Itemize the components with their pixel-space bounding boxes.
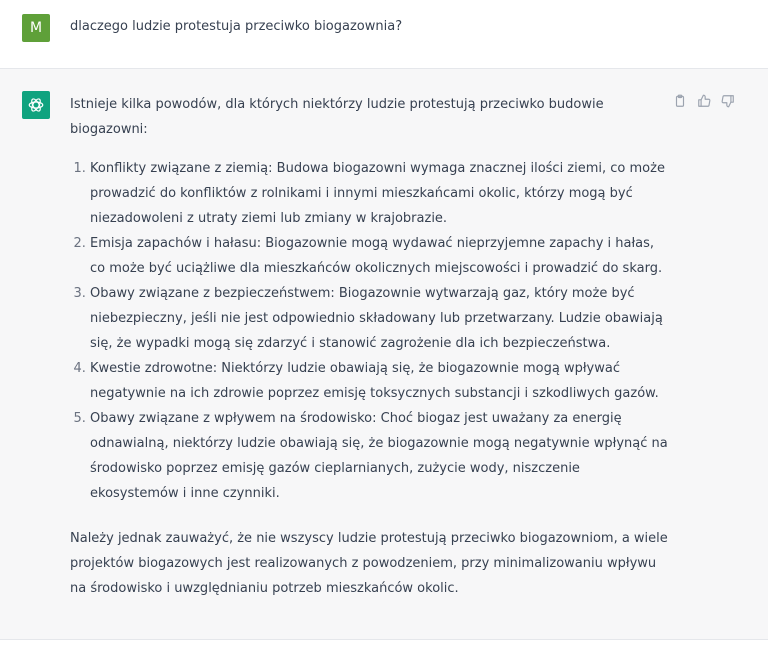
list-item: 1. Konflikty związane z ziemią: Budowa biogazowni wymaga znacznej ilości ziemi, co może prowadzić do konfliktów z rolnikami i innymi mieszkańcami okolic, którzy mogą być niezadowoleni z utraty ziemi lub zmiany w krajobrazie.	[90, 156, 670, 231]
user-avatar: M	[22, 14, 50, 42]
assistant-conclusion: Należy jednak zauważyć, że nie wszyscy ludzie protestują przeciwko biogazowniom, a wiele projektów biogazowych jest realizowanych z powodzeniem, przy minimalizowaniu wpływu na środowisko i uwzględnianiu potrzeb mieszkańców okolic.	[70, 531, 668, 596]
assistant-avatar	[22, 91, 50, 119]
list-item: 2. Emisja zapachów i hałasu: Biogazownie mogą wydawać nieprzyjemne zapachy i hałas, co może być uciążliwe dla mieszkańców okolicznych miejscowości i prowadzić do skarg.	[90, 231, 670, 281]
copy-icon[interactable]	[673, 94, 689, 110]
list-item: 5. Obawy związane z wpływem na środowisko: Choć biogaz jest uważany za energię odnawialną, niektórzy ludzie obawiają się, że biogazownie mogą negatywnie wpłynąć na środowisko poprzez emisję gazów cieplarnianych, zużycie wody, niszczenie ekosystemów i inne czynniki.	[90, 406, 670, 506]
user-message-row	[0, 0, 768, 69]
assistant-intro: Istnieje kilka powodów, dla których niektórzy ludzie protestują przeciwko budowie biogazowni:	[70, 97, 604, 137]
reasons-list	[70, 156, 670, 506]
assistant-message	[70, 92, 670, 601]
user-message-text: dlaczego ludzie protestuja przeciwko biogazownia?	[70, 19, 403, 34]
list-item: 4. Kwestie zdrowotne: Niektórzy ludzie obawiają się, że biogazownie mogą wpływać negatywnie na ich zdrowie poprzez emisję toksycznych substancji i szkodliwych gazów.	[90, 356, 670, 406]
assistant-message-row	[0, 69, 768, 640]
message-actions	[673, 94, 737, 110]
thumbs-down-icon[interactable]	[721, 94, 737, 110]
list-item: 3. Obawy związane z bezpieczeństwem: Biogazownie wytwarzają gaz, który może być niebezpieczny, jeśli nie jest odpowiednio składowany lub przetwarzany. Ludzie obawiają się, że wypadki mogą się zdarzyć i stanowić zagrożenie dla ich bezpieczeństwa.	[90, 281, 670, 356]
openai-logo-icon	[27, 96, 45, 114]
thumbs-up-icon[interactable]	[697, 94, 713, 110]
